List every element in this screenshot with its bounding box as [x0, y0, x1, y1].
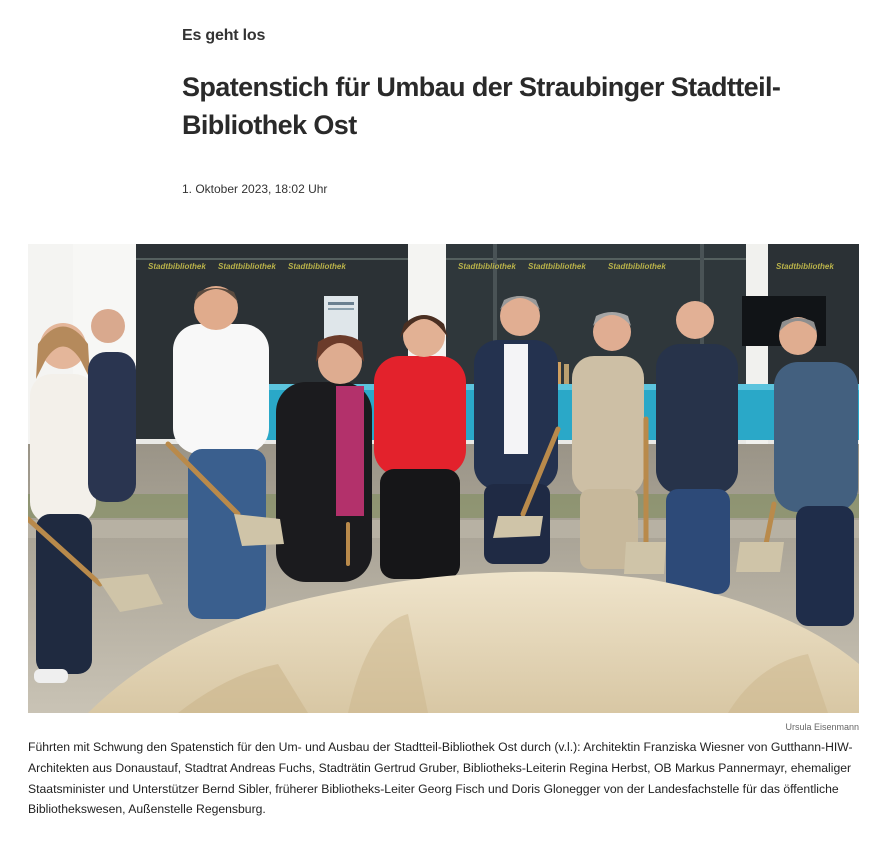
window-sign-1: Stadtbibliothek [148, 262, 206, 271]
photo-credit: Ursula Eisenmann [785, 722, 859, 732]
window-sign-6: Stadtbibliothek [608, 262, 666, 271]
article-headline: Spatenstich für Umbau der Straubinger Stadtteil-Bibliothek Ost [182, 72, 781, 140]
photo-caption: Führten mit Schwung den Spatenstich für den Um- und Ausbau der Stadtteil-Bibliothek Ost durch (v.l.): Architektin Franziska Wiesner von Gutthann-HIW-Architekten aus Donaustauf, Stadtrat Andreas Fuchs, Stadträtin Gertrud Gruber, Bibliotheks-Leiterin Regina Herbst, OB Markus Pannermayr, ehemaliger Staatsminister und Unterstützer Bernd Sibler, früherer Bibliotheks-Leiter Georg Fisch und Doris Glonegger von der Landesfachstelle für das öffentliche Bibliothekswesen, Außenstelle Regensburg. [28, 740, 853, 817]
article-header [182, 22, 822, 197]
photo-illustration [28, 244, 859, 713]
window-sign-4: Stadtbibliothek [458, 262, 516, 271]
article-kicker: Es geht los [182, 27, 266, 44]
article-photo[interactable] [28, 244, 859, 713]
window-sign-2: Stadtbibliothek [218, 262, 276, 271]
window-sign-7: Stadtbibliothek [776, 262, 834, 271]
window-sign-5: Stadtbibliothek [528, 262, 586, 271]
window-sign-3: Stadtbibliothek [288, 262, 346, 271]
article-date: 1. Oktober 2023, 18:02 Uhr [182, 182, 328, 196]
